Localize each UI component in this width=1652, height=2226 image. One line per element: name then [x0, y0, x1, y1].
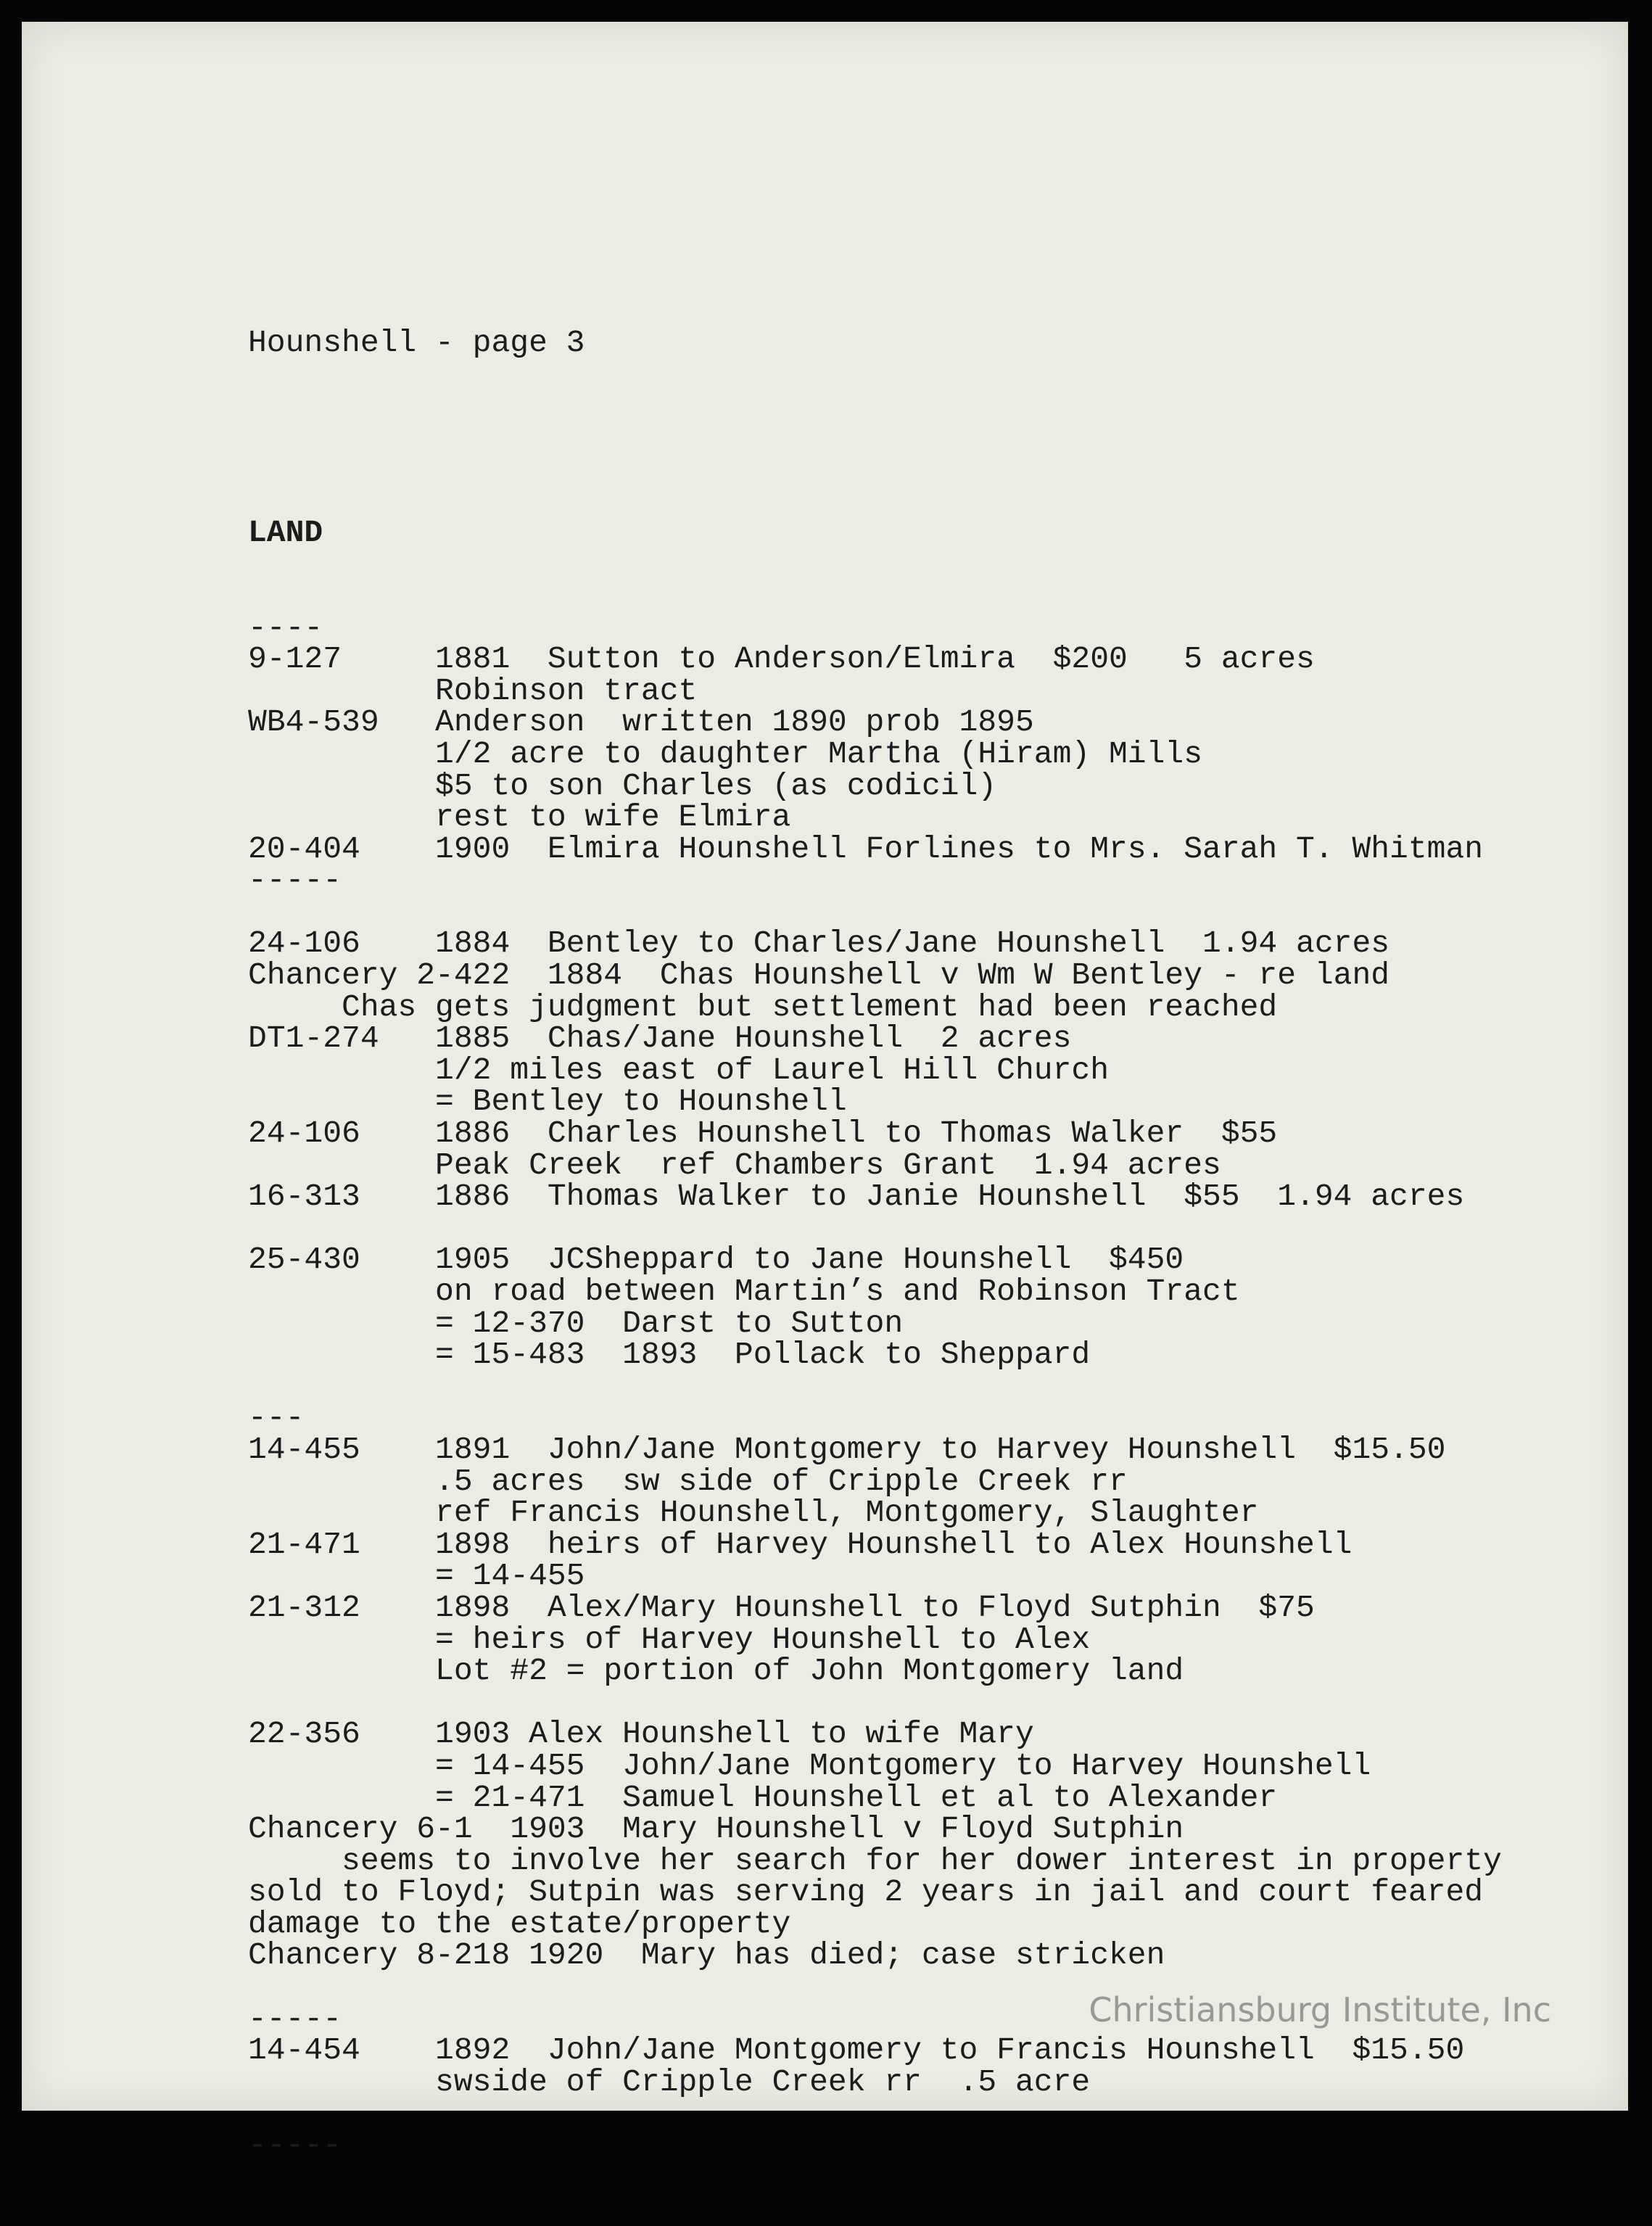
record-line: DT1-274 1885 Chas/Jane Hounshell 2 acres [248, 1021, 1072, 1057]
record-line: = heirs of Harvey Hounshell to Alex [248, 1621, 1091, 1657]
paper-page [22, 22, 1628, 2164]
record-line: ref Francis Hounshell, Montgomery, Slaughter [248, 1495, 1259, 1531]
record-line: swside of Cripple Creek rr .5 acre [248, 2064, 1091, 2100]
record-line: = 15-483 1893 Pollack to Sheppard [248, 1337, 1091, 1373]
record-line: $5 to son Charles (as codicil) [248, 767, 997, 804]
record-line: 25-430 1905 JCSheppard to Jane Hounshell $450 [248, 1242, 1184, 1278]
record-line: = 14-455 [248, 1558, 585, 1594]
record-line: Lot #2 = portion of John Montgomery land [248, 1653, 1184, 1689]
record-line: 24-106 1886 Charles Hounshell to Thomas Walker $55 [248, 1116, 1278, 1152]
record-line: Chancery 2-422 1884 Chas Hounshell v Wm W Bentley - re land [248, 957, 1390, 994]
record-line [248, 896, 1502, 928]
record-line: = 12-370 Darst to Sutton [248, 1305, 904, 1341]
record-line: = 21-471 Samuel Hounshell et al to Alexander [248, 1779, 1278, 1815]
record-line [248, 1213, 1502, 1245]
section-title: LAND [248, 514, 323, 551]
record-line: ---- [248, 609, 323, 646]
record-line: 21-312 1898 Alex/Mary Hounshell to Floyd Sutphin $75 [248, 1589, 1315, 1625]
record-line: ----- [248, 2127, 342, 2164]
record-line: on road between Martin’s and Robinson Tract [248, 1274, 1240, 1309]
record-line: ----- [248, 2000, 342, 2037]
record-line: 22-356 1903 Alex Hounshell to wife Mary [248, 1716, 1034, 1752]
record-line: Robinson tract [248, 672, 698, 709]
blank-line [248, 422, 1502, 454]
record-line: rest to wife Elmira [248, 799, 791, 836]
record-line: 1/2 acre to daughter Martha (Hiram) Mills [248, 735, 1203, 772]
record-line: 9-127 1881 Sutton to Anderson/Elmira $200 5 acres [248, 641, 1315, 677]
record-line: ----- [248, 862, 342, 899]
record-line: Chancery 6-1 1903 Mary Hounshell v Floyd Sutphin [248, 1811, 1184, 1847]
record-line: 1/2 miles east of Laurel Hill Church [248, 1052, 1109, 1088]
record-line: Peak Creek ref Chambers Grant 1.94 acres [248, 1147, 1221, 1183]
record-line: .5 acres sw side of Cripple Creek rr [248, 1463, 1128, 1499]
record-lines [248, 609, 1502, 2164]
record-line: Chas gets judgment but settlement had been reached [248, 989, 1278, 1025]
record-line: 14-455 1891 John/Jane Montgomery to Harvey Hounshell $15.50 [248, 1431, 1446, 1467]
record-line [248, 2098, 1502, 2130]
record-line: 14-454 1892 John/Jane Montgomery to Francis Hounshell $15.50 [248, 2032, 1465, 2069]
record-line: sold to Floyd; Sutpin was serving 2 years in jail and court feared [248, 1874, 1484, 1910]
record-line: = Bentley to Hounshell [248, 1084, 847, 1120]
record-line [248, 1371, 1502, 1403]
record-line: 24-106 1884 Bentley to Charles/Jane Hounshell 1.94 acres [248, 926, 1390, 962]
record-line [248, 1687, 1502, 1719]
record-line: Chancery 8-218 1920 Mary has died; case stricken [248, 1937, 1165, 1974]
watermark: Christiansburg Institute, Inc [1089, 1990, 1551, 2029]
document-body [248, 264, 1502, 2225]
record-line: 16-313 1886 Thomas Walker to Janie Hounshell $55 1.94 acres [248, 1179, 1465, 1215]
record-line: seems to involve her search for her dower interest in property [248, 1842, 1502, 1879]
record-line: 20-404 1900 Elmira Hounshell Forlines to Mrs. Sarah T. Whitman [248, 830, 1484, 867]
record-line: WB4-539 Anderson written 1890 prob 1895 [248, 704, 1034, 741]
document-heading: Hounshell - page 3 [248, 325, 585, 361]
record-line: damage to the estate/property [248, 1905, 791, 1942]
record-line: --- [248, 1400, 305, 1436]
record-line: 21-471 1898 heirs of Harvey Hounshell to Alex Hounshell [248, 1526, 1352, 1562]
record-line: = 14-455 John/Jane Montgomery to Harvey Hounshell [248, 1747, 1371, 1784]
